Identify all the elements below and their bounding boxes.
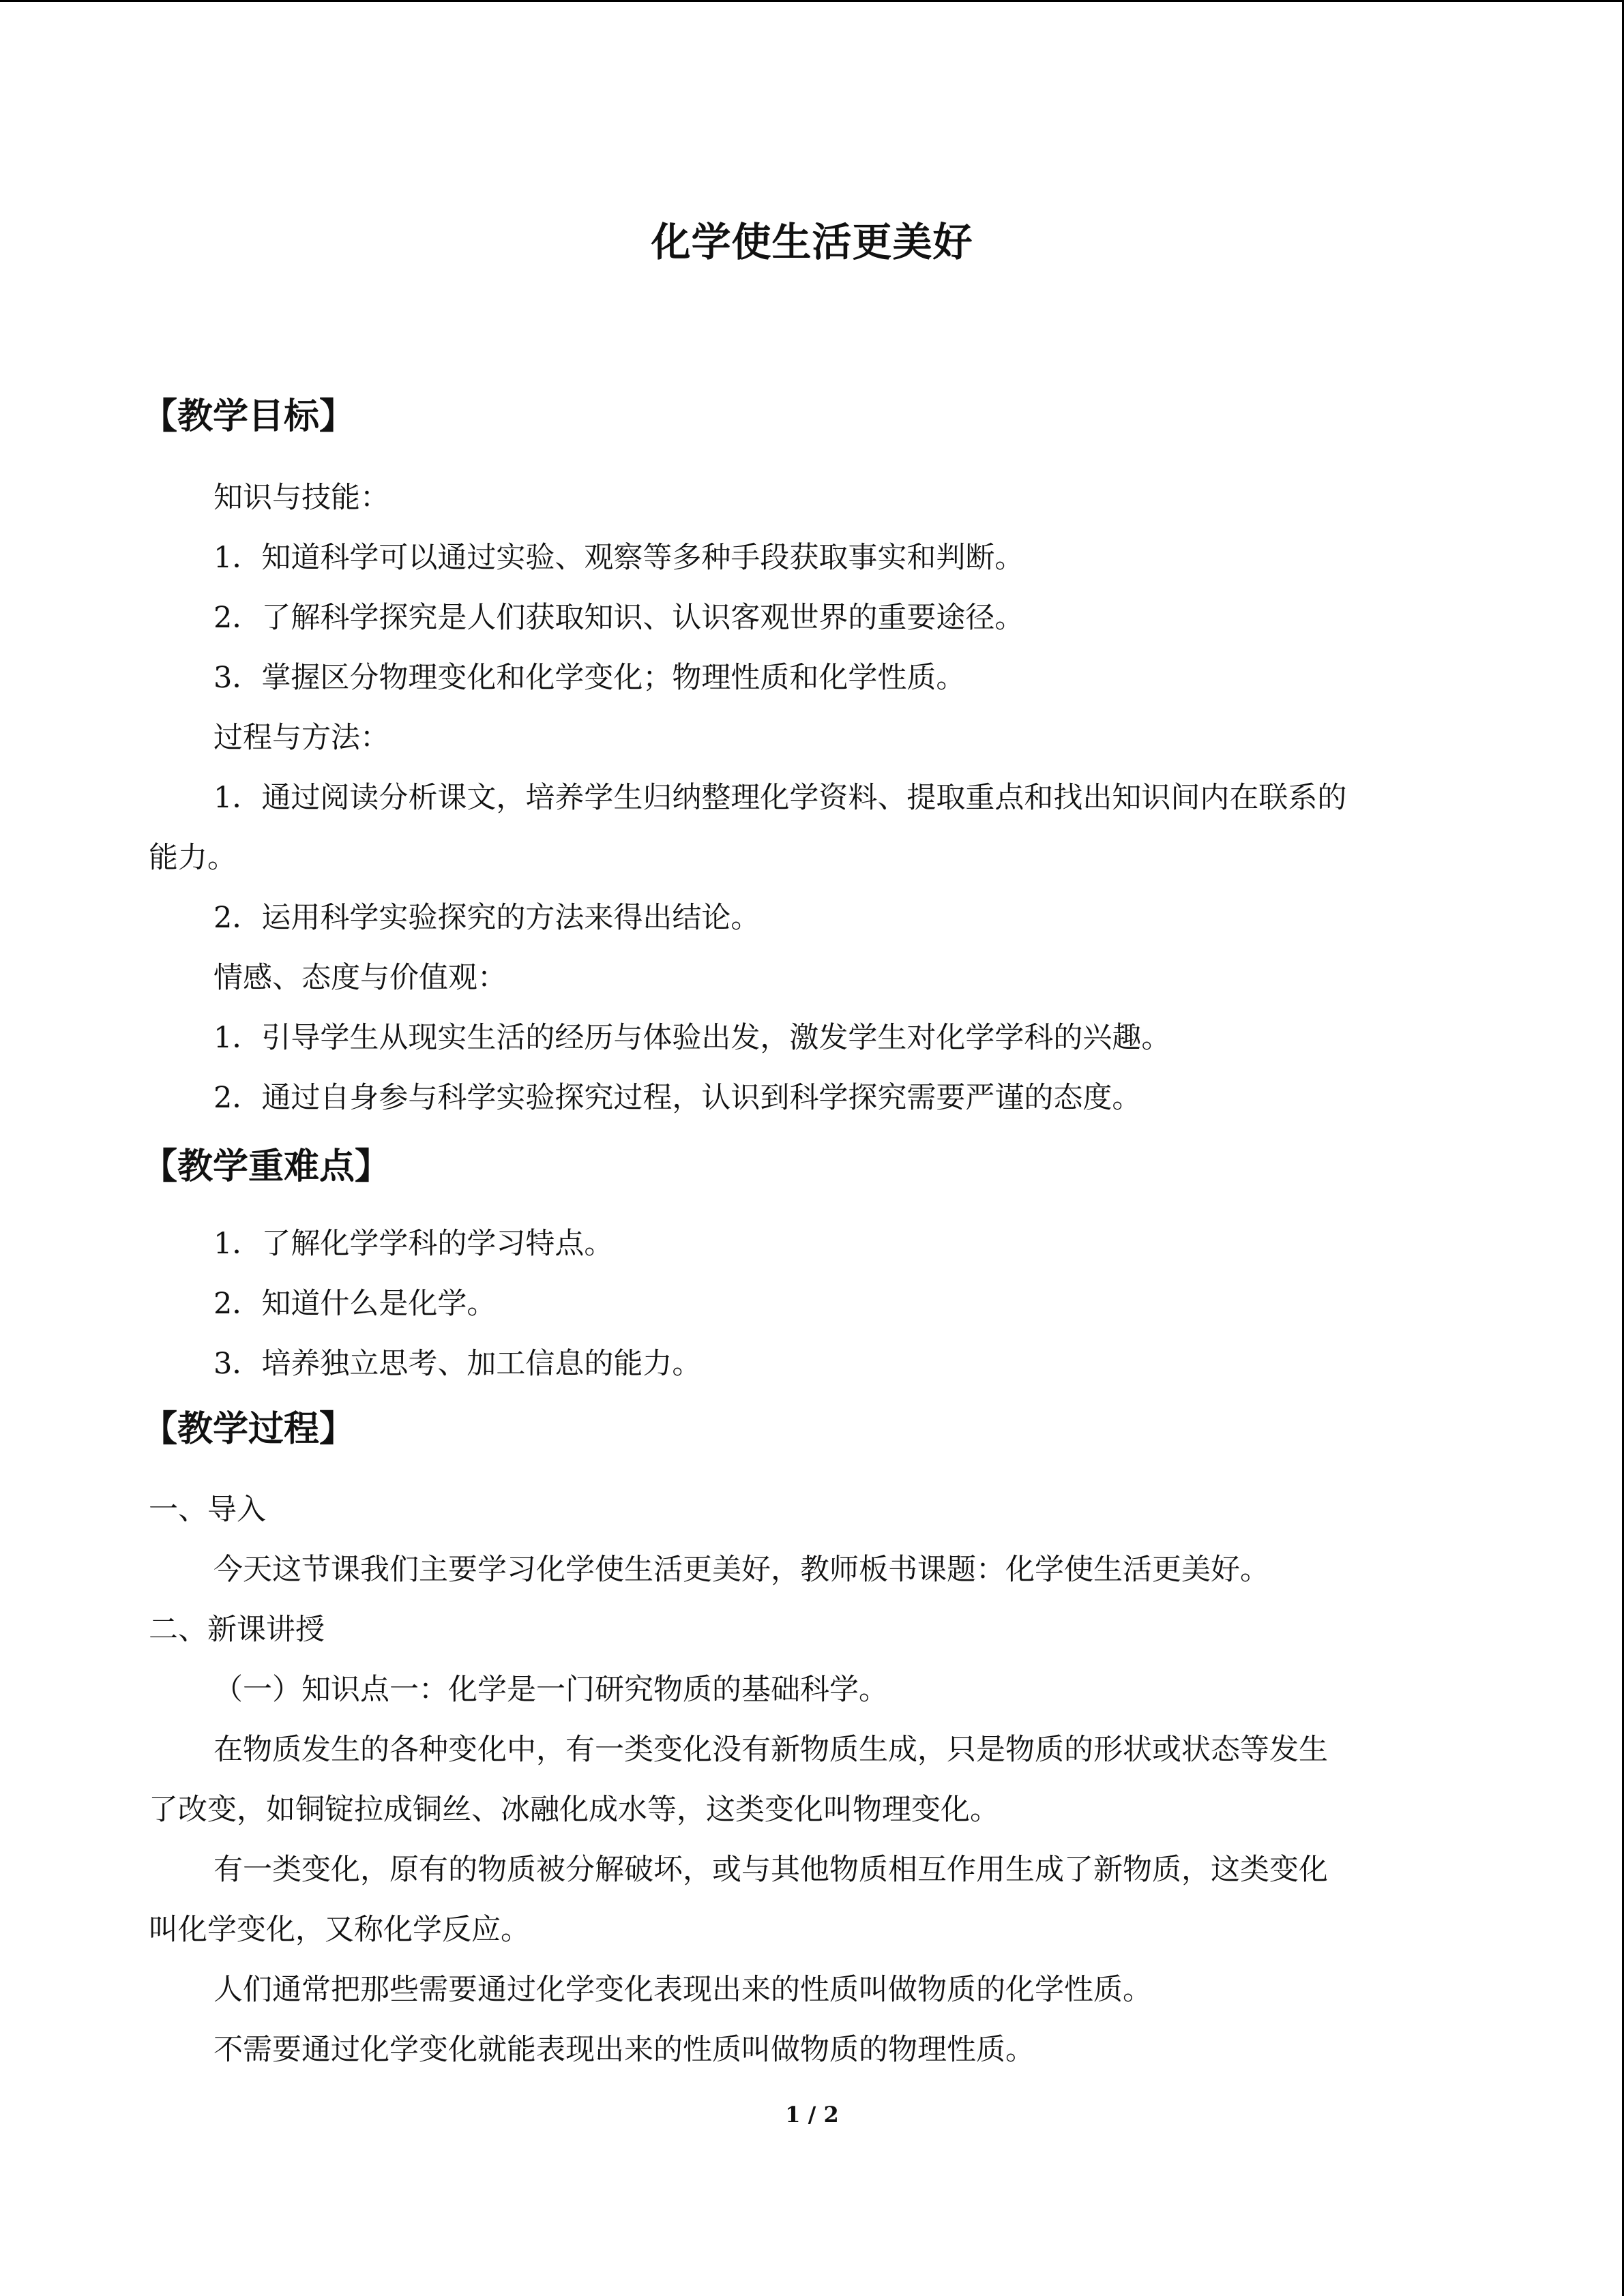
key-point-1: 1．了解化学学科的学习特点。 xyxy=(213,1227,614,1261)
document-title: 化学使生活更美好 xyxy=(651,219,973,265)
key-point-2: 2．知道什么是化学。 xyxy=(213,1287,497,1321)
knowledge-item-1: 1．知道科学可以通过实验、观察等多种手段获取事实和判断。 xyxy=(213,541,1024,575)
part1-label: 一、导入 xyxy=(149,1493,266,1527)
process-item-2: 2．运用科学实验探究的方法来得出结论。 xyxy=(213,901,761,935)
emotion-label: 情感、态度与价值观： xyxy=(213,961,507,995)
process-item-1-continued: 能力。 xyxy=(149,841,237,875)
part1-text: 今天这节课我们主要学习化学使生活更美好，教师板书课题：化学使生活更美好。 xyxy=(213,1553,1269,1587)
section-heading-key-points: 【教学重难点】 xyxy=(142,1146,391,1187)
emotion-item-2: 2．通过自身参与科学实验探究过程，认识到科学探究需要严谨的态度。 xyxy=(213,1081,1142,1115)
part2-label: 二、新课讲授 xyxy=(149,1613,325,1647)
key-point-3: 3．培养独立思考、加工信息的能力。 xyxy=(213,1347,702,1381)
paragraph-chemical-change: 有一类变化，原有的物质被分解破坏，或与其他物质相互作用生成了新物质，这类变化 xyxy=(213,1853,1328,1887)
section-heading-goals: 【教学目标】 xyxy=(142,396,355,437)
knowledge-point-1: （一）知识点一：化学是一门研究物质的基础科学。 xyxy=(213,1673,888,1707)
process-item-1: 1．通过阅读分析课文，培养学生归纳整理化学资料、提取重点和找出知识间内在联系的 xyxy=(213,781,1347,815)
knowledge-item-2: 2．了解科学探究是人们获取知识、认识客观世界的重要途径。 xyxy=(213,601,1024,635)
paragraph-chemical-property: 人们通常把那些需要通过化学变化表现出来的性质叫做物质的化学性质。 xyxy=(213,1973,1152,2007)
paragraph-physical-change-continued: 了改变，如铜锭拉成铜丝、冰融化成水等，这类变化叫物理变化。 xyxy=(149,1793,999,1827)
section-heading-process: 【教学过程】 xyxy=(142,1409,355,1450)
paragraph-physical-property: 不需要通过化学变化就能表现出来的性质叫做物质的物理性质。 xyxy=(213,2033,1035,2067)
knowledge-label: 知识与技能： xyxy=(213,481,389,515)
knowledge-item-3: 3．掌握区分物理变化和化学变化；物理性质和化学性质。 xyxy=(213,661,966,695)
process-label: 过程与方法： xyxy=(213,721,389,755)
emotion-item-1: 1．引导学生从现实生活的经历与体验出发，激发学生对化学学科的兴趣。 xyxy=(213,1021,1171,1055)
paragraph-physical-change: 在物质发生的各种变化中，有一类变化没有新物质生成，只是物质的形状或状态等发生 xyxy=(213,1733,1328,1767)
paragraph-chemical-change-continued: 叫化学变化，又称化学反应。 xyxy=(149,1913,530,1947)
page-number: 1 / 2 xyxy=(785,2102,839,2128)
